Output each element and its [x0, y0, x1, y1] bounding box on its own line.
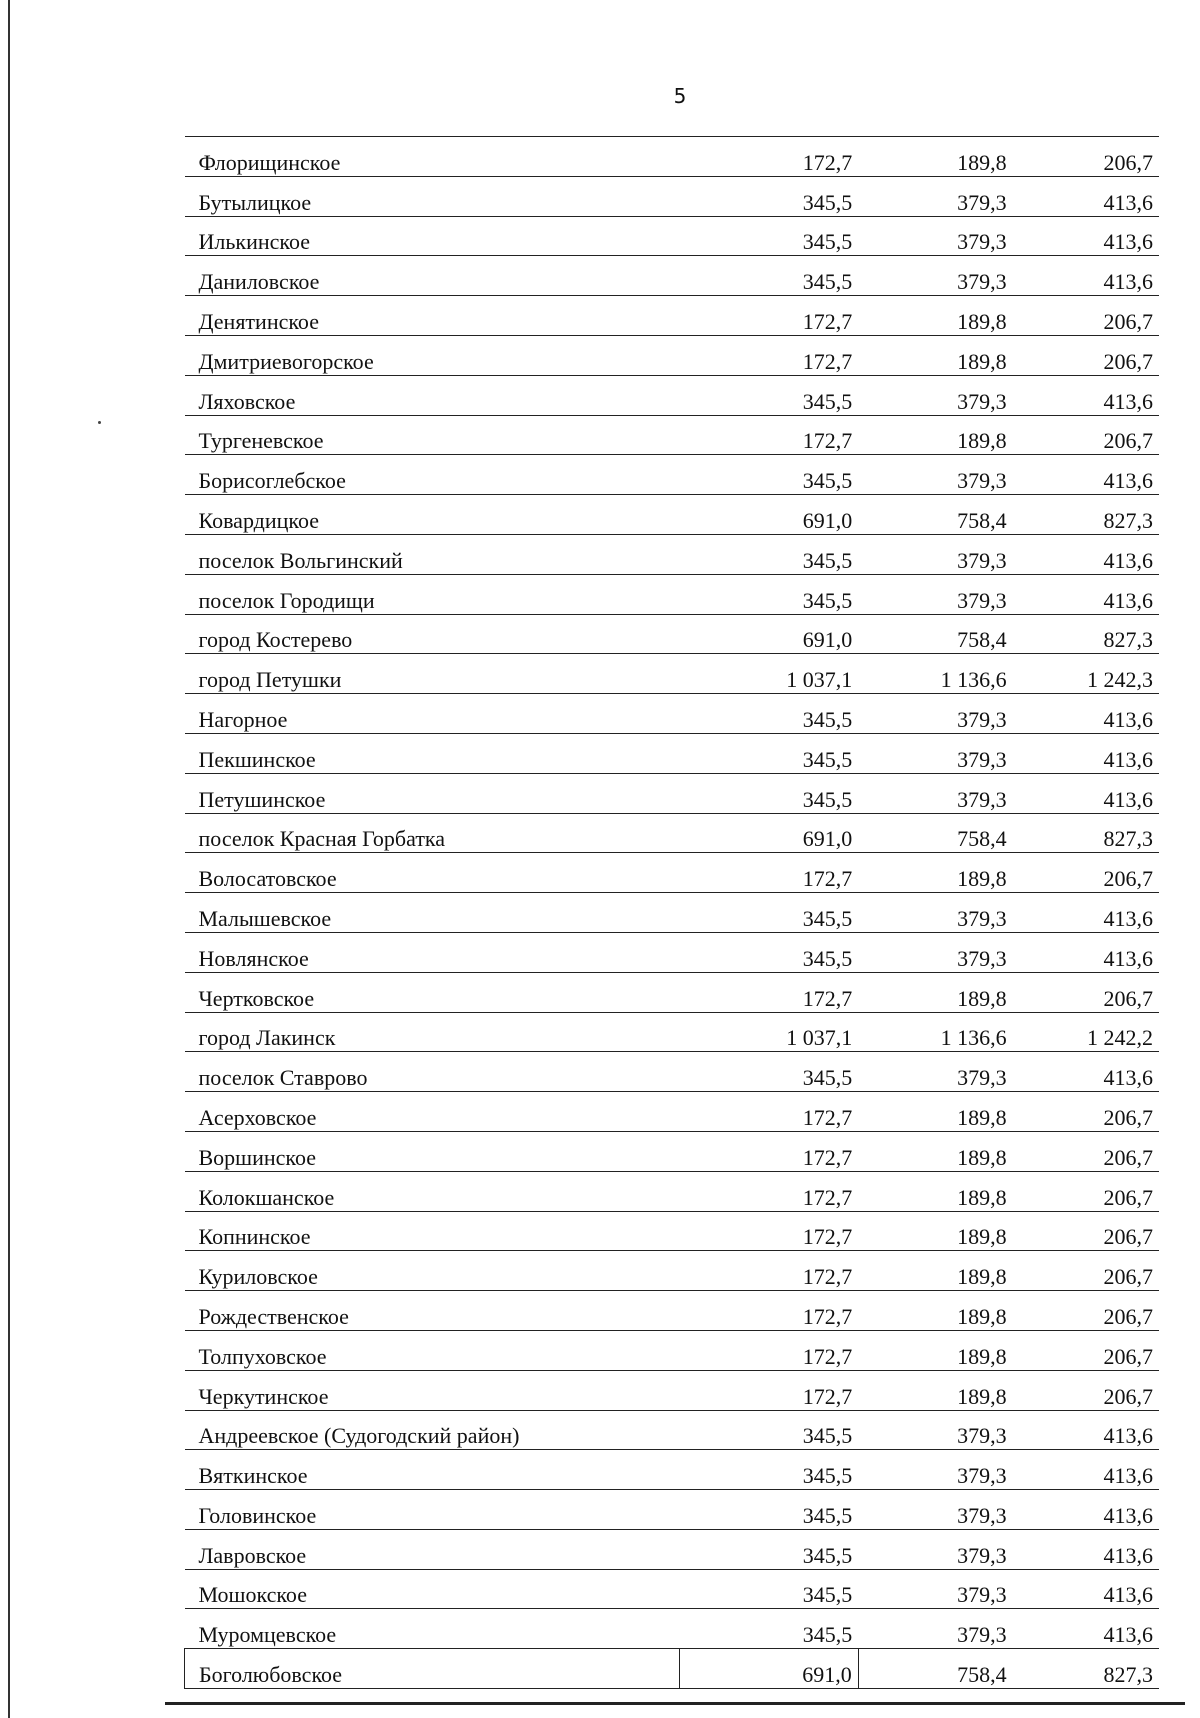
row-name-cell: Муромцевское [185, 1609, 680, 1649]
row-value-1-cell: 345,5 [680, 256, 858, 296]
table-row [185, 1052, 1160, 1092]
row-value-1-cell: 345,5 [680, 1052, 858, 1092]
table-row [185, 694, 1160, 734]
row-name-cell: город Лакинск [185, 1012, 680, 1052]
row-value-1-cell: 345,5 [680, 534, 858, 574]
row-name-cell: Ковардицкое [185, 495, 680, 535]
row-name-cell: Вяткинское [185, 1450, 680, 1490]
row-value-1-cell: 172,7 [680, 1211, 858, 1251]
row-name-cell: город Костерево [185, 614, 680, 654]
table-row [185, 256, 1160, 296]
row-value-2-cell: 379,3 [858, 733, 1014, 773]
row-value-1-cell: 691,0 [680, 614, 858, 654]
row-value-2-cell: 379,3 [858, 574, 1014, 614]
scan-dot-mark [98, 421, 101, 424]
row-value-3-cell: 206,7 [1015, 1370, 1159, 1410]
table-row [185, 1251, 1160, 1291]
row-value-3-cell: 413,6 [1015, 375, 1159, 415]
table-row [185, 176, 1160, 216]
row-value-3-cell: 413,6 [1015, 256, 1159, 296]
row-value-3-cell: 206,7 [1015, 853, 1159, 893]
table-row [185, 534, 1160, 574]
row-value-3-cell: 206,7 [1015, 1131, 1159, 1171]
row-value-1-cell: 345,5 [680, 694, 858, 734]
row-name-cell: Даниловское [185, 256, 680, 296]
row-value-2-cell: 379,3 [858, 1490, 1014, 1530]
row-value-1-cell: 1 037,1 [680, 1012, 858, 1052]
table-row [185, 1410, 1160, 1450]
table-row [185, 495, 1160, 535]
row-value-3-cell: 413,6 [1015, 932, 1159, 972]
row-value-3-cell: 413,6 [1015, 574, 1159, 614]
row-value-2-cell: 379,3 [858, 256, 1014, 296]
row-value-3-cell: 413,6 [1015, 733, 1159, 773]
row-value-2-cell: 189,8 [858, 137, 1014, 177]
row-name-cell: Борисоглебское [185, 455, 680, 495]
table-row [185, 1649, 1160, 1689]
table-row [185, 932, 1160, 972]
row-value-2-cell: 379,3 [858, 455, 1014, 495]
row-value-2-cell: 1 136,6 [858, 1012, 1014, 1052]
row-name-cell: Петушинское [185, 773, 680, 813]
row-value-2-cell: 379,3 [858, 1529, 1014, 1569]
row-value-1-cell: 172,7 [680, 137, 858, 177]
row-name-cell: Головинское [185, 1490, 680, 1530]
row-name-cell: Тургеневское [185, 415, 680, 455]
table-row [185, 296, 1160, 336]
row-value-2-cell: 189,8 [858, 1131, 1014, 1171]
row-name-cell: Флорищинское [185, 137, 680, 177]
table-row [185, 1211, 1160, 1251]
row-value-1-cell: 345,5 [680, 216, 858, 256]
row-value-2-cell: 189,8 [858, 1370, 1014, 1410]
row-name-cell: Бутылицкое [185, 176, 680, 216]
row-name-cell: Малышевское [185, 893, 680, 933]
row-value-2-cell: 379,3 [858, 932, 1014, 972]
row-value-3-cell: 206,7 [1015, 1211, 1159, 1251]
row-value-2-cell: 758,4 [858, 495, 1014, 535]
row-value-2-cell: 758,4 [858, 1649, 1014, 1689]
row-value-2-cell: 379,3 [858, 176, 1014, 216]
table-row [185, 375, 1160, 415]
row-value-1-cell: 172,7 [680, 1131, 858, 1171]
table-row [185, 137, 1160, 177]
table-row [185, 1450, 1160, 1490]
row-name-cell: поселок Красная Горбатка [185, 813, 680, 853]
row-value-3-cell: 1 242,3 [1015, 654, 1159, 694]
row-value-3-cell: 827,3 [1015, 813, 1159, 853]
row-name-cell: Чертковское [185, 972, 680, 1012]
table-row [185, 773, 1160, 813]
row-value-3-cell: 413,6 [1015, 1569, 1159, 1609]
row-value-2-cell: 189,8 [858, 1291, 1014, 1331]
row-name-cell: Боголюбовское [185, 1649, 680, 1689]
row-value-1-cell: 345,5 [680, 1410, 858, 1450]
row-value-3-cell: 413,6 [1015, 773, 1159, 813]
table-row [185, 216, 1160, 256]
row-value-2-cell: 379,3 [858, 1410, 1014, 1450]
row-value-1-cell: 345,5 [680, 932, 858, 972]
row-name-cell: Копнинское [185, 1211, 680, 1251]
row-name-cell: Пекшинское [185, 733, 680, 773]
row-name-cell: Нагорное [185, 694, 680, 734]
table-row [185, 893, 1160, 933]
table-row [185, 813, 1160, 853]
table-row [185, 1569, 1160, 1609]
row-name-cell: Мошокское [185, 1569, 680, 1609]
row-value-1-cell: 172,7 [680, 1092, 858, 1132]
row-value-1-cell: 172,7 [680, 1251, 858, 1291]
row-value-2-cell: 379,3 [858, 1609, 1014, 1649]
row-value-2-cell: 189,8 [858, 335, 1014, 375]
row-name-cell: Ляховское [185, 375, 680, 415]
row-value-3-cell: 413,6 [1015, 893, 1159, 933]
row-value-3-cell: 827,3 [1015, 1649, 1159, 1689]
row-value-3-cell: 206,7 [1015, 1251, 1159, 1291]
row-name-cell: поселок Ставрово [185, 1052, 680, 1092]
row-value-2-cell: 379,3 [858, 216, 1014, 256]
row-value-1-cell: 345,5 [680, 574, 858, 614]
row-name-cell: город Петушки [185, 654, 680, 694]
row-value-3-cell: 206,7 [1015, 137, 1159, 177]
row-name-cell: Воршинское [185, 1131, 680, 1171]
row-value-3-cell: 206,7 [1015, 1330, 1159, 1370]
table-row [185, 1490, 1160, 1530]
table-row [185, 654, 1160, 694]
row-value-2-cell: 379,3 [858, 1569, 1014, 1609]
row-value-3-cell: 413,6 [1015, 216, 1159, 256]
row-value-1-cell: 1 037,1 [680, 654, 858, 694]
row-name-cell: Денятинское [185, 296, 680, 336]
municipality-table [184, 136, 1159, 1689]
table-row [185, 1370, 1160, 1410]
row-value-2-cell: 758,4 [858, 813, 1014, 853]
row-name-cell: Колокшанское [185, 1171, 680, 1211]
row-value-1-cell: 345,5 [680, 455, 858, 495]
row-value-1-cell: 172,7 [680, 415, 858, 455]
table-row [185, 1131, 1160, 1171]
table-row [185, 1291, 1160, 1331]
row-value-3-cell: 1 242,2 [1015, 1012, 1159, 1052]
row-value-3-cell: 206,7 [1015, 335, 1159, 375]
row-value-1-cell: 172,7 [680, 335, 858, 375]
row-name-cell: поселок Вольгинский [185, 534, 680, 574]
row-value-1-cell: 345,5 [680, 176, 858, 216]
row-name-cell: Лавровское [185, 1529, 680, 1569]
row-value-2-cell: 379,3 [858, 773, 1014, 813]
table-row [185, 574, 1160, 614]
row-value-1-cell: 345,5 [680, 893, 858, 933]
table-row [185, 1609, 1160, 1649]
table-row [185, 335, 1160, 375]
row-name-cell: Илькинское [185, 216, 680, 256]
table-row [185, 1092, 1160, 1132]
row-value-3-cell: 206,7 [1015, 1291, 1159, 1331]
row-value-3-cell: 413,6 [1015, 176, 1159, 216]
row-value-1-cell: 345,5 [680, 733, 858, 773]
row-value-1-cell: 345,5 [680, 1609, 858, 1649]
row-value-2-cell: 189,8 [858, 853, 1014, 893]
row-value-1-cell: 691,0 [680, 813, 858, 853]
row-value-1-cell: 691,0 [680, 1649, 858, 1689]
row-value-2-cell: 189,8 [858, 296, 1014, 336]
row-name-cell: Толпуховское [185, 1330, 680, 1370]
row-value-2-cell: 189,8 [858, 1092, 1014, 1132]
row-value-1-cell: 172,7 [680, 1291, 858, 1331]
row-value-3-cell: 206,7 [1015, 1171, 1159, 1211]
row-value-3-cell: 413,6 [1015, 455, 1159, 495]
table-row [185, 1171, 1160, 1211]
row-value-2-cell: 189,8 [858, 1211, 1014, 1251]
row-value-1-cell: 172,7 [680, 853, 858, 893]
row-name-cell: Черкутинское [185, 1370, 680, 1410]
row-value-3-cell: 206,7 [1015, 296, 1159, 336]
table-row [185, 1330, 1160, 1370]
row-value-1-cell: 345,5 [680, 773, 858, 813]
row-value-1-cell: 691,0 [680, 495, 858, 535]
row-value-1-cell: 172,7 [680, 1330, 858, 1370]
table-row [185, 1529, 1160, 1569]
row-value-3-cell: 413,6 [1015, 1609, 1159, 1649]
row-value-2-cell: 379,3 [858, 534, 1014, 574]
row-value-1-cell: 172,7 [680, 1370, 858, 1410]
row-name-cell: Андреевское (Судогодский район) [185, 1410, 680, 1450]
row-name-cell: Дмитриевогорское [185, 335, 680, 375]
row-name-cell: Волосатовское [185, 853, 680, 893]
scan-left-edge [8, 0, 10, 1718]
table-row [185, 415, 1160, 455]
row-name-cell: Асерховское [185, 1092, 680, 1132]
page-number: 5 [673, 84, 687, 108]
row-value-2-cell: 189,8 [858, 415, 1014, 455]
row-value-1-cell: 345,5 [680, 1490, 858, 1530]
row-value-2-cell: 379,3 [858, 893, 1014, 933]
row-value-1-cell: 345,5 [680, 1529, 858, 1569]
table-row [185, 853, 1160, 893]
row-value-3-cell: 413,6 [1015, 1410, 1159, 1450]
row-name-cell: поселок Городищи [185, 574, 680, 614]
row-value-1-cell: 172,7 [680, 1171, 858, 1211]
table-row [185, 733, 1160, 773]
row-value-3-cell: 413,6 [1015, 1490, 1159, 1530]
row-value-2-cell: 1 136,6 [858, 654, 1014, 694]
row-name-cell: Рождественское [185, 1291, 680, 1331]
row-value-3-cell: 413,6 [1015, 1529, 1159, 1569]
row-value-3-cell: 413,6 [1015, 1052, 1159, 1092]
row-value-2-cell: 758,4 [858, 614, 1014, 654]
row-value-3-cell: 206,7 [1015, 1092, 1159, 1132]
row-value-2-cell: 189,8 [858, 1171, 1014, 1211]
row-value-1-cell: 172,7 [680, 972, 858, 1012]
table-row [185, 614, 1160, 654]
row-value-2-cell: 379,3 [858, 375, 1014, 415]
row-value-2-cell: 379,3 [858, 694, 1014, 734]
row-name-cell: Новлянское [185, 932, 680, 972]
row-value-2-cell: 189,8 [858, 972, 1014, 1012]
row-value-2-cell: 189,8 [858, 1251, 1014, 1291]
row-value-1-cell: 345,5 [680, 1450, 858, 1490]
row-value-1-cell: 345,5 [680, 375, 858, 415]
row-value-3-cell: 413,6 [1015, 1450, 1159, 1490]
row-value-2-cell: 379,3 [858, 1450, 1014, 1490]
table-body [185, 137, 1160, 1689]
row-value-1-cell: 345,5 [680, 1569, 858, 1609]
table-row [185, 972, 1160, 1012]
row-value-3-cell: 827,3 [1015, 614, 1159, 654]
row-value-2-cell: 379,3 [858, 1052, 1014, 1092]
bottom-rule [165, 1702, 1185, 1705]
row-value-2-cell: 189,8 [858, 1330, 1014, 1370]
row-value-3-cell: 206,7 [1015, 415, 1159, 455]
row-value-3-cell: 827,3 [1015, 495, 1159, 535]
row-value-3-cell: 413,6 [1015, 694, 1159, 734]
row-value-1-cell: 172,7 [680, 296, 858, 336]
row-name-cell: Куриловское [185, 1251, 680, 1291]
row-value-3-cell: 413,6 [1015, 534, 1159, 574]
row-value-3-cell: 206,7 [1015, 972, 1159, 1012]
table-row [185, 1012, 1160, 1052]
table-row [185, 455, 1160, 495]
